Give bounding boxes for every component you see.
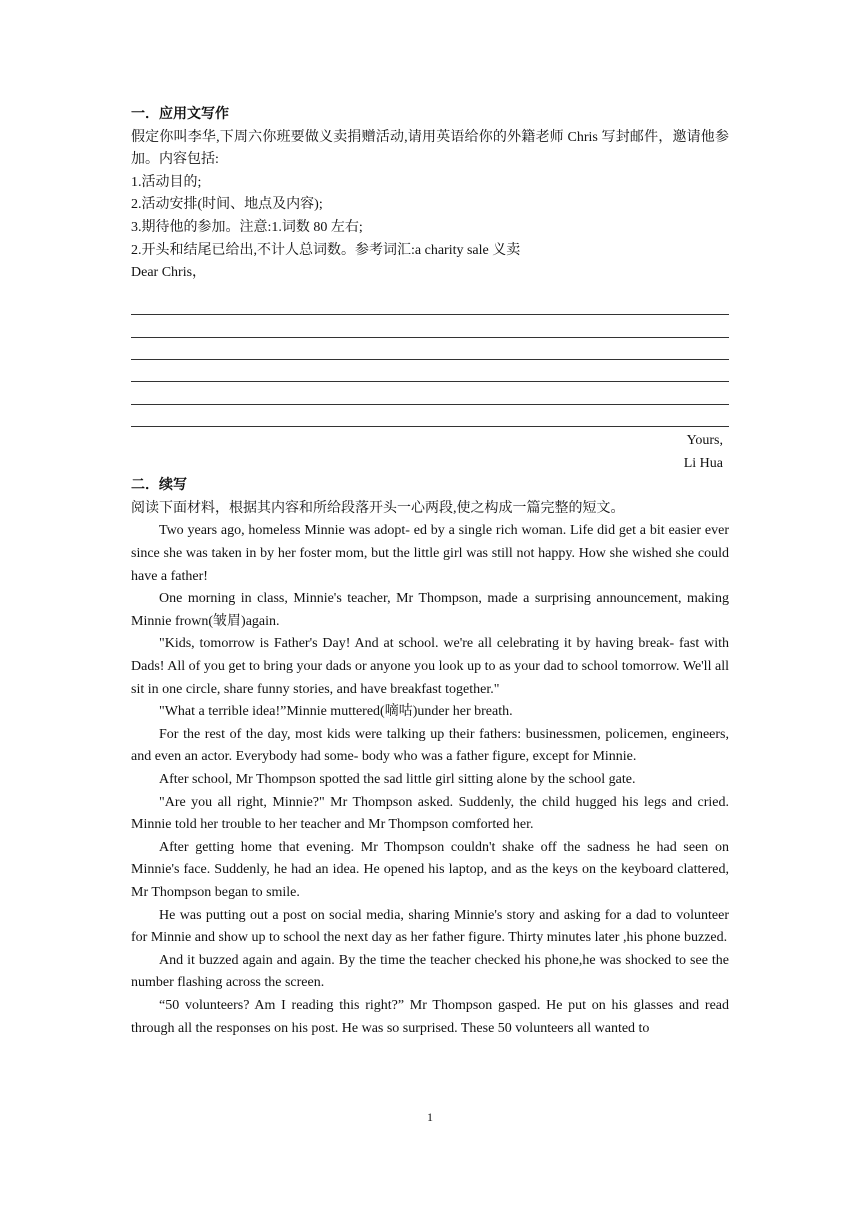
section2-heading: 二．续写 bbox=[131, 478, 187, 494]
letter-closing: Yours, bbox=[686, 433, 723, 449]
story-paragraph: He was putting out a post on social media, sharing Minnie's story and asking for a dad to volunteer for Minnie and show up to school the next day as her father figure. Thirty minutes later ,his phone buzzed. bbox=[131, 907, 729, 946]
writing-line bbox=[131, 338, 729, 360]
section1-item-4: 2.开头和结尾已给出,不计人总词数。参考词汇:a charity sale 义卖 bbox=[131, 242, 521, 258]
section1-prompt: 假定你叫李华,下周六你班要做义卖捐赠活动,请用英语给你的外籍老师 Chris 写封邮件，邀请他参加。内容包括: bbox=[131, 129, 729, 168]
story-paragraph: "Are you all right, Minnie?" Mr Thompson asked. Suddenly, the child hugged his legs and cried. Minnie told her trouble to her teacher and Mr Thompson comforted her. bbox=[131, 794, 729, 833]
writing-lines bbox=[131, 293, 729, 427]
letter-salutation: Dear Chris， bbox=[131, 265, 207, 281]
writing-line bbox=[131, 360, 729, 382]
section2-instruction: 阅读下面材料，根据其内容和所给段落开头一心两段,使之构成一篇完整的短文。 bbox=[131, 500, 625, 516]
page-content bbox=[131, 104, 729, 1040]
story-paragraph: And it buzzed again and again. By the time the teacher checked his phone,he was shocked to see the number flashing across the screen. bbox=[131, 952, 729, 991]
section1-item-3: 3.期待他的参加。注意:1.词数 80 左右; bbox=[131, 219, 363, 235]
story-paragraph: "Kids, tomorrow is Father's Day! And at school. we're all celebrating it by having break- fast with Dads! All of you get to bring your dads or anyone you look up to as your dad to school tomorrow. We'll all sit in one circle, share funny stories, and have breakfast together." bbox=[131, 636, 729, 697]
story-paragraph: “50 volunteers? Am I reading this right?” Mr Thompson gasped. He put on his glasses and read through all the responses on his post. He was so surprised. These 50 volunteers all wanted to bbox=[131, 997, 729, 1036]
story-paragraph: After school, Mr Thompson spotted the sad little girl sitting alone by the school gate. bbox=[159, 772, 636, 787]
section1-item-2: 2.活动安排(时间、地点及内容); bbox=[131, 197, 323, 213]
page-number: 1 bbox=[427, 1110, 433, 1124]
section1-item-1: 1.活动目的; bbox=[131, 174, 202, 190]
writing-line bbox=[131, 382, 729, 404]
story-paragraph: For the rest of the day, most kids were talking up their fathers: businessmen, policemen, engineers, and even an actor. Everybody had some- body who was a father figure, except for Minnie. bbox=[131, 726, 729, 765]
letter-signoff bbox=[131, 430, 729, 475]
letter-signature: Li Hua bbox=[683, 455, 723, 471]
writing-line bbox=[131, 405, 729, 427]
story-paragraph: Two years ago, homeless Minnie was adopt- ed by a single rich woman. Life did get a bit easier ever since she was taken in by her foster mom, but the little girl was still not happy. How she wished she could have a father! bbox=[131, 523, 729, 584]
story-paragraph: "What a terrible idea!”Minnie muttered(嘀咕)under her breath. bbox=[159, 704, 513, 720]
story-paragraph: After getting home that evening. Mr Thompson couldn't shake off the sadness he had seen on Minnie's face. Suddenly, he had an idea. He opened his laptop, and as the keys on the keyboard clattered, Mr Thompson began to smile. bbox=[131, 839, 729, 900]
story-paragraph: One morning in class, Minnie's teacher, Mr Thompson, made a surprising announcement, making Minnie frown(皱眉)again. bbox=[131, 591, 729, 629]
writing-line bbox=[131, 315, 729, 337]
section1-heading: 一．应用文写作 bbox=[131, 107, 229, 122]
writing-line bbox=[131, 293, 729, 315]
